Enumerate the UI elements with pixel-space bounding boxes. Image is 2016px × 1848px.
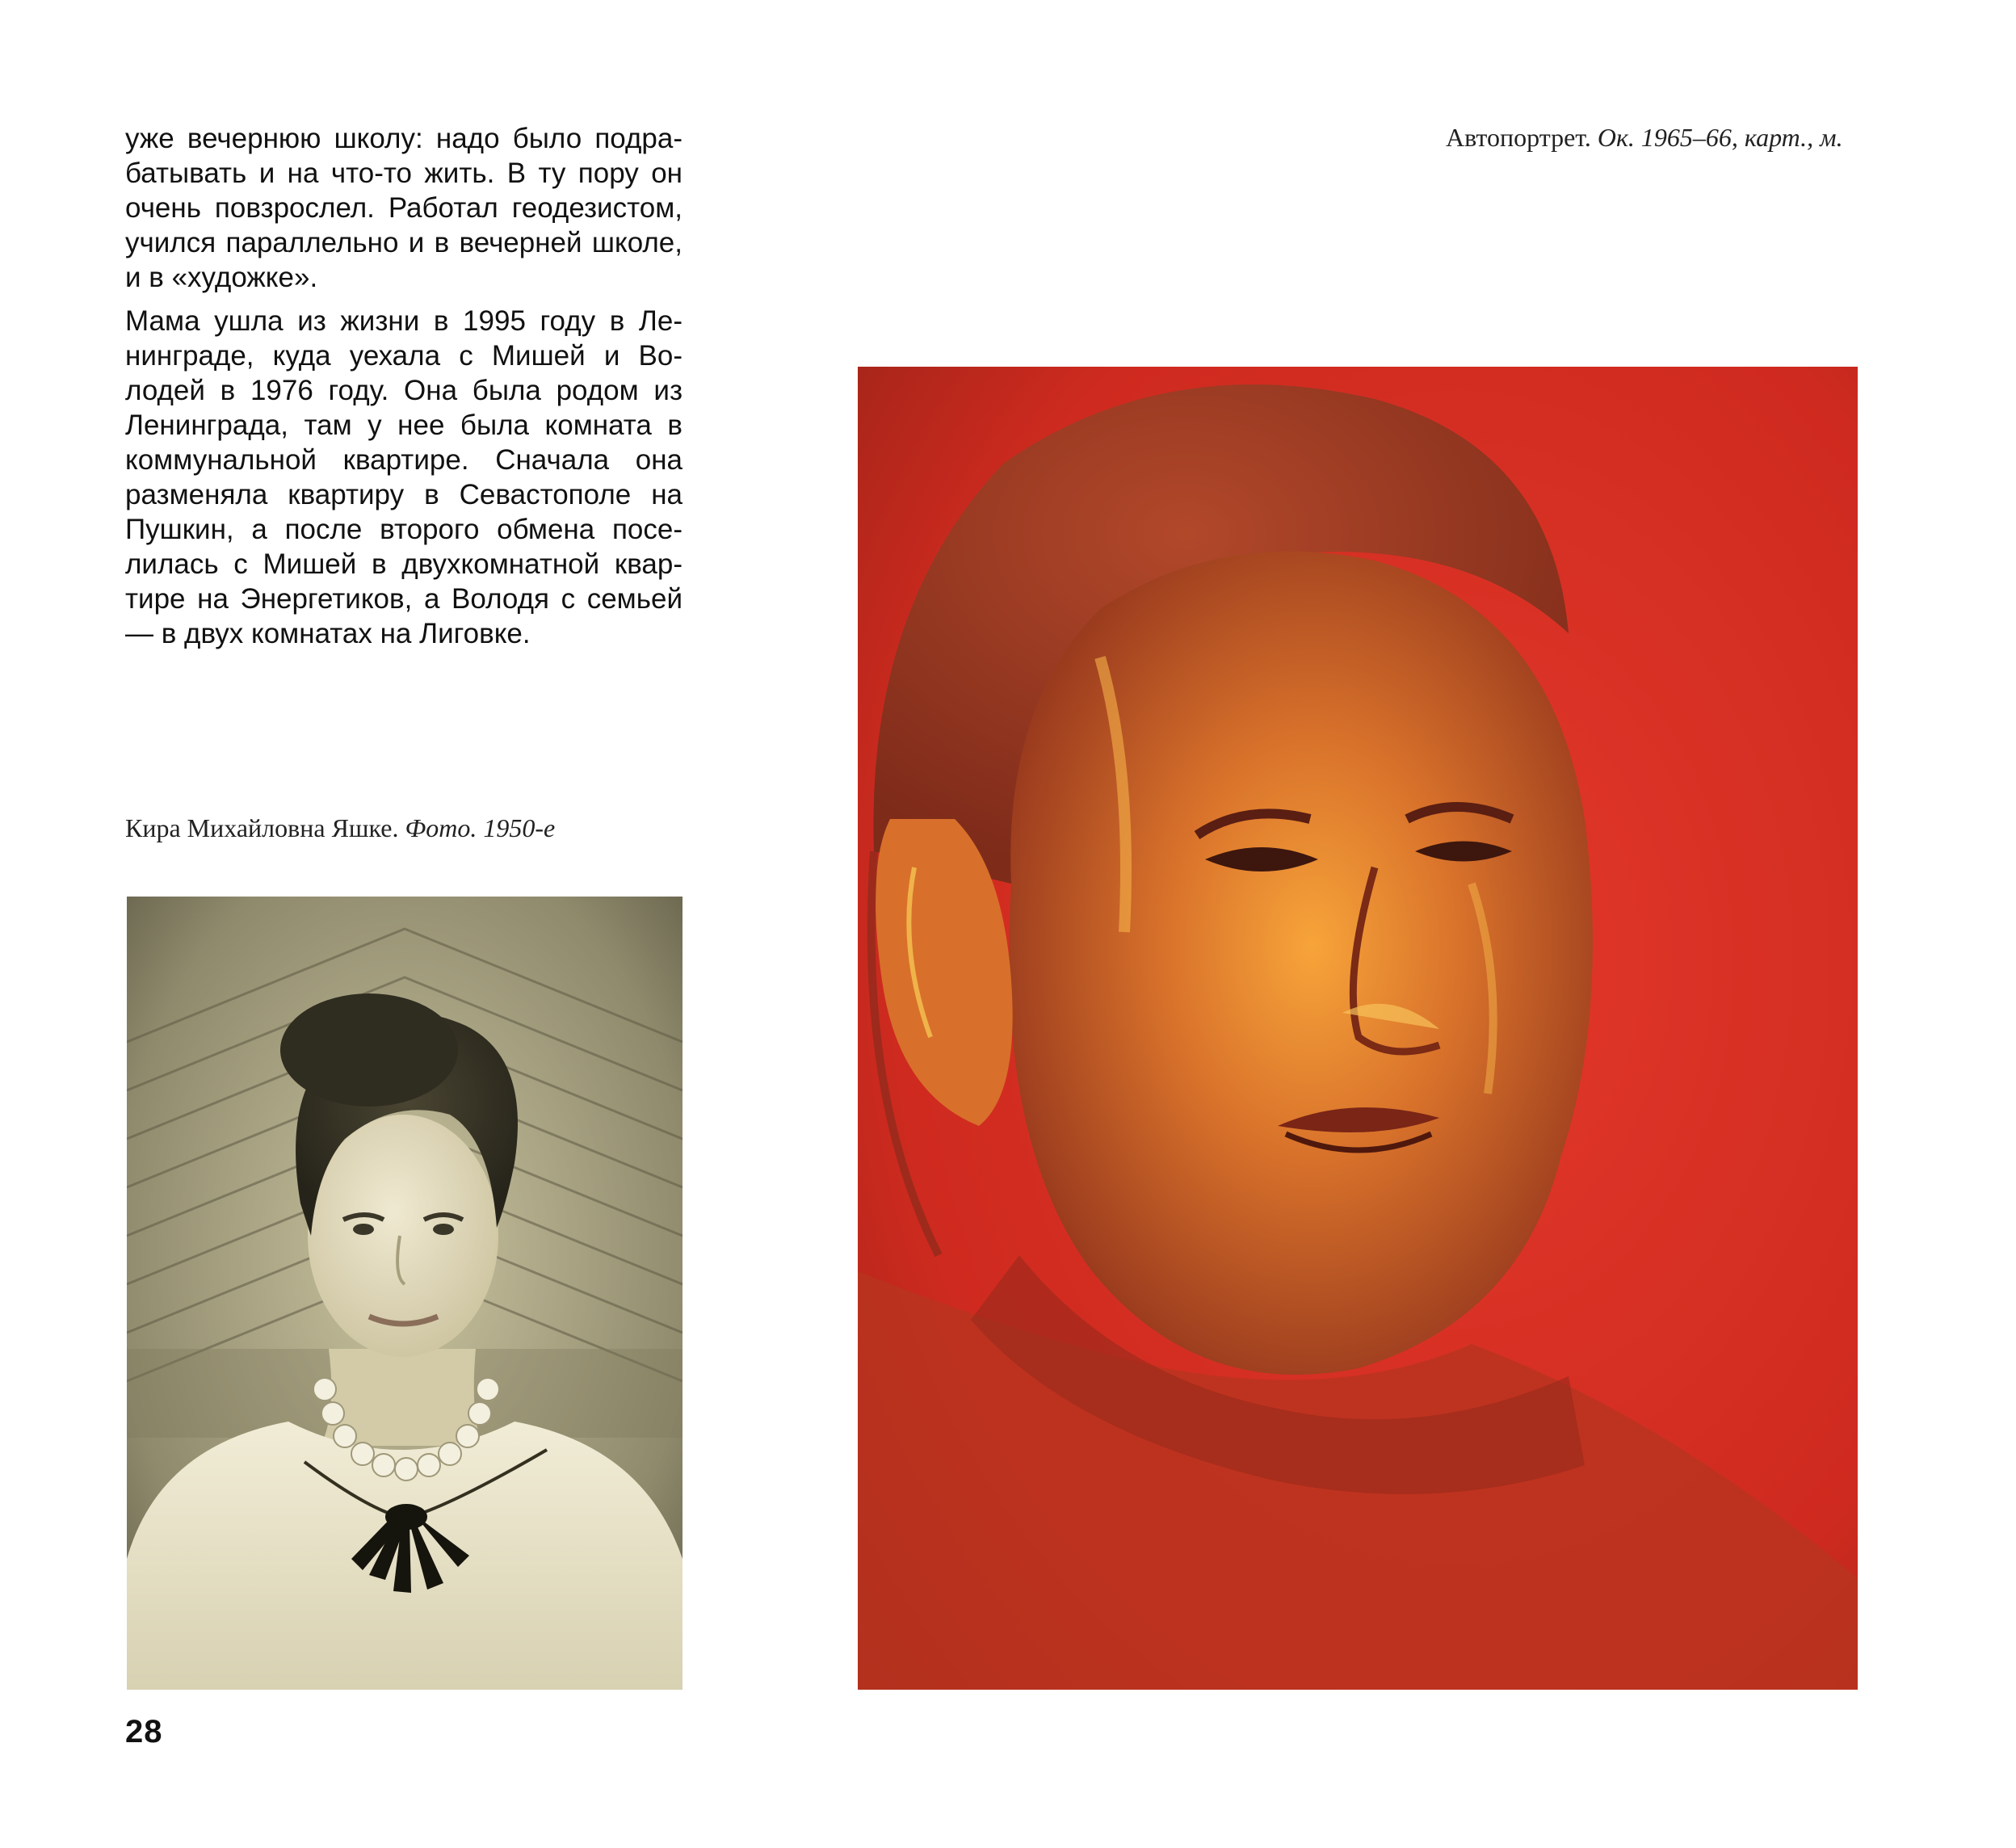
body-text	[125, 121, 682, 660]
paragraph: Мама ушла из жизни в 1995 году в Ленинграде, куда уехала с Мишей и Володей в 1976 году. Она была родом из Ленинграда, там у нее была комната в коммунальной квартире. Сначала она разменяла квартиру в Севастополе на Пушкин, а после второго обмена поселилась с Мишей в двухкомнатной квартире на Энергетиков, а Володя с семьей — в двух комнатах на Лиговке.	[125, 305, 682, 649]
red-self-portrait-painting	[858, 367, 1858, 1690]
caption-title: Автопортрет.	[1446, 123, 1591, 152]
caption-detail: Фото. 1950-е	[405, 813, 556, 842]
sepia-portrait-photo	[127, 897, 682, 1690]
page-number: 28	[125, 1714, 163, 1749]
caption-title: Кира Михайловна Яшке.	[125, 813, 399, 842]
paragraph: уже вечернюю школу: надо было подрабатывать и на что-то жить. В ту пору он очень повзрослел. Работал геодезистом, учился параллельно и в вечерней школе, и в «художке».	[125, 123, 682, 293]
caption-photo	[125, 812, 555, 844]
caption-detail: Ок. 1965–66, карт., м.	[1597, 123, 1843, 152]
caption-self-portrait	[1446, 121, 1843, 153]
